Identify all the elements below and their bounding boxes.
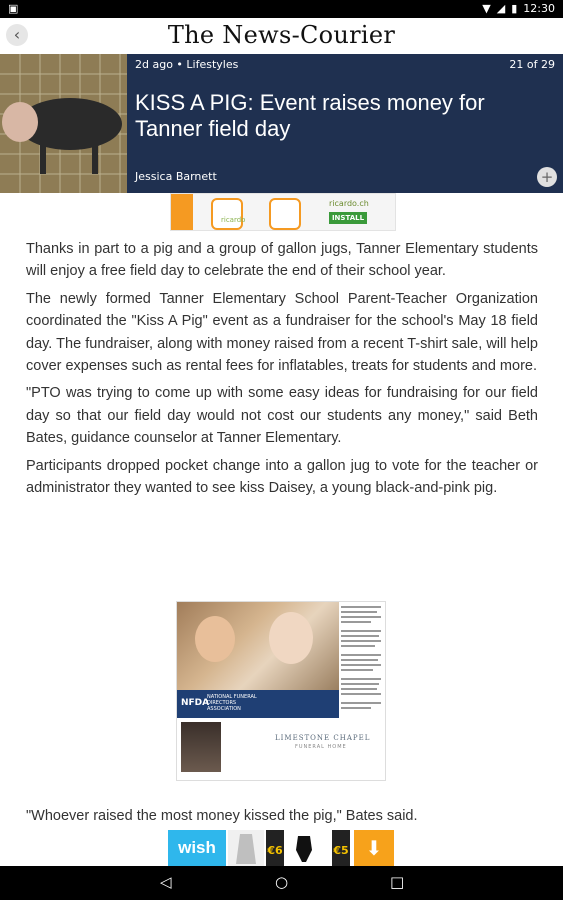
article-quote: "Whoever raised the most money kissed the pig," Bates said. [26, 808, 418, 824]
ad-product-image [228, 830, 264, 866]
hero-image[interactable] [0, 54, 127, 193]
nav-recent-button[interactable]: □ [390, 873, 405, 891]
ad-site: ricardo.ch [329, 199, 369, 208]
banner-ad-bottom[interactable] [168, 830, 394, 866]
article-author[interactable]: Jessica Barnett [135, 170, 217, 183]
pig-photo [0, 54, 127, 193]
swimsuit-icon [286, 830, 322, 866]
article-paragraph: Participants dropped pocket change into a gallon jug to vote for the teacher or administrator they wanted to see kiss Daisey, a young black-and-pink pig. [26, 457, 538, 497]
system-navigation-bar [0, 866, 563, 900]
article-paragraph: Thanks in part to a pig and a group of gallon jugs, Tanner Elementary students will enjoy a free field day to celebrate the end of their school year. [26, 241, 538, 280]
chapel-name: LIMESTONE CHAPEL [275, 734, 371, 742]
dress-icon [228, 830, 264, 866]
ad-photo-person [269, 612, 313, 664]
ad-photo [177, 602, 339, 690]
article-hero [0, 54, 563, 193]
ad-price: €6 [266, 830, 284, 866]
status-bar [0, 0, 563, 18]
ad-staff-photo [181, 722, 221, 772]
banner-ad-top[interactable] [170, 193, 396, 231]
ad-price: €5 [332, 830, 350, 866]
notification-icon: ▣ [8, 2, 19, 15]
article-position: 21 of 29 [509, 58, 555, 71]
chapel-subtitle: FUNERAL HOME [295, 744, 347, 750]
nav-back-button[interactable]: ◁ [160, 873, 172, 891]
ad-product-image [286, 830, 322, 866]
ad-hand-icon [269, 198, 301, 230]
nfda-text: NATIONAL FUNERAL DIRECTORS ASSOCIATION [207, 694, 257, 712]
wifi-icon: ◢ [496, 2, 506, 15]
article-meta: 2d ago • Lifestyles [135, 58, 239, 71]
download-arrow-icon[interactable]: ⬇ [354, 830, 394, 866]
ad-photo-person [195, 616, 235, 662]
article-paragraph: The newly formed Tanner Elementary School Parent-Teacher Organization coordinated the "Kiss A Pig" event as a fundraiser for the school's May 18 field day. The fundraiser, along with money raised from a recent T-shirt sale, will help cover expenses such as rental fees for inflatables, treats for students and more. [26, 290, 538, 375]
battery-icon: ▮ [511, 2, 518, 15]
plus-icon: + [540, 168, 554, 186]
ad-stripe [171, 194, 193, 230]
masthead-title: The News-Courier [167, 21, 396, 49]
ad-fine-print [341, 604, 383, 716]
funeral-home-ad[interactable] [176, 601, 386, 781]
app-header [0, 18, 563, 54]
article-headline: KISS A PIG: Event raises money for Tanner field day [135, 90, 485, 141]
status-time: 12:30 [523, 2, 555, 15]
ad-app-icon [211, 198, 246, 230]
article-body [26, 238, 538, 504]
signal-icon: ▼ [482, 2, 491, 15]
fine-print-lines [341, 604, 383, 714]
ad-app-label: ricardo [221, 216, 246, 224]
chevron-left-icon: ‹ [13, 25, 21, 44]
add-button[interactable] [537, 167, 557, 187]
article-paragraph: "PTO was trying to come up with some easy ideas for fundraising for our field day so that our field day would not cost our students any money," said Beth Bates, guidance counselor at Tanner Elementary. [26, 385, 538, 447]
nfda-logo: NFDA [181, 698, 210, 708]
hero-panel [127, 54, 563, 193]
nfda-banner [177, 690, 339, 718]
ad-install-button[interactable]: INSTALL [329, 212, 367, 224]
nav-home-button[interactable]: ○ [275, 873, 289, 891]
wish-logo: wish [168, 830, 226, 866]
